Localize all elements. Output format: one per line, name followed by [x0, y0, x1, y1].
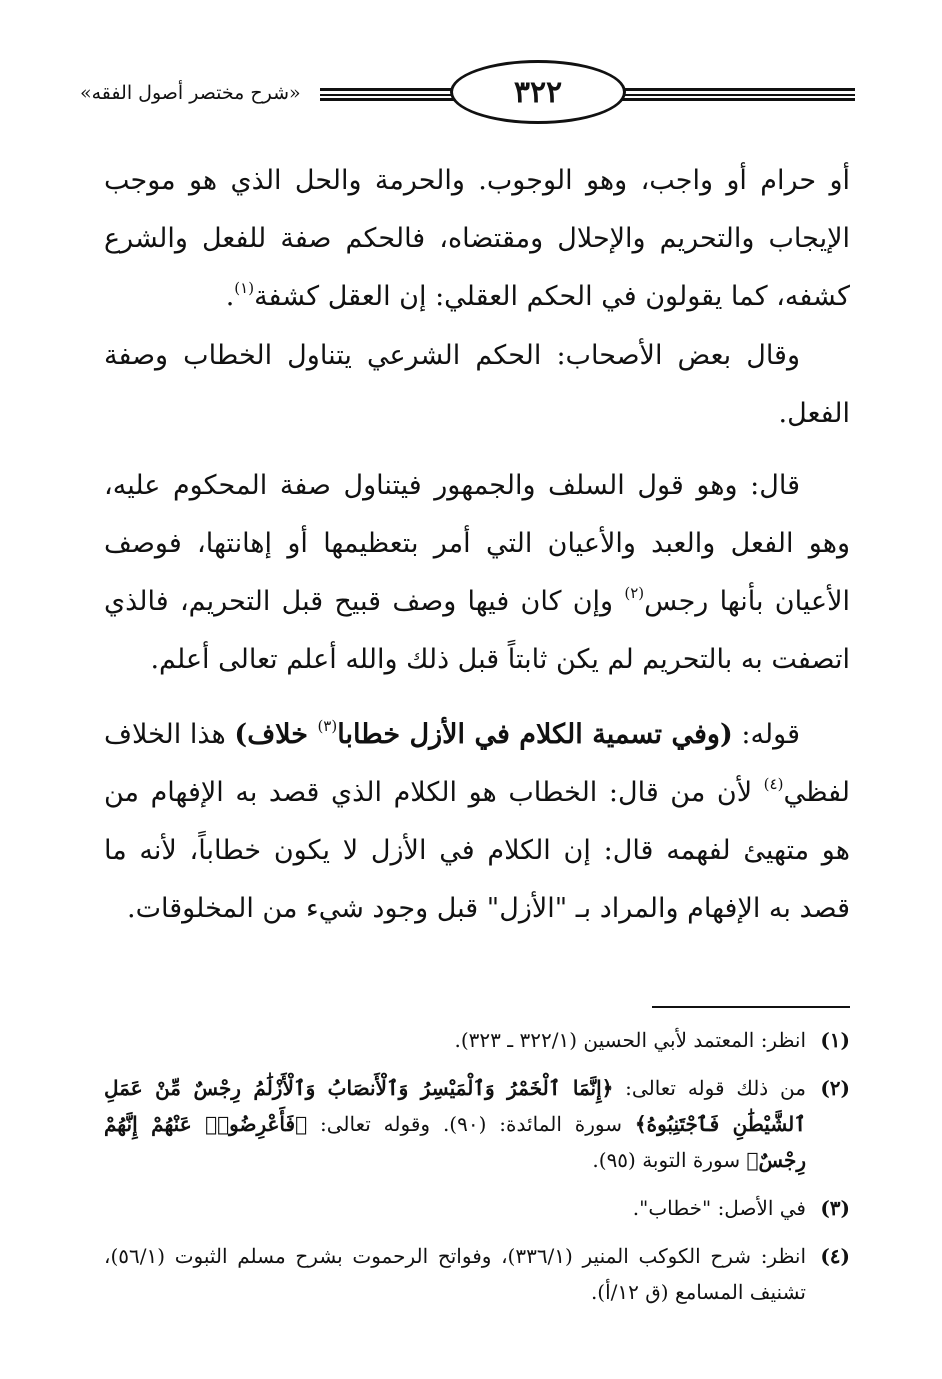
footnote-text: في الأصل: "خطاب". [632, 1196, 806, 1220]
footnote-text: سورة التوبة (٩٥). [592, 1148, 747, 1172]
paragraph-text: قال: وهو قول السلف والجمهور فيتناول صفة المحكوم عليه، وهو الفعل والعبد والأعيان التي أمر بتعظيمها أو إهانتها، فوصف الأعيان بأنها رجس [104, 470, 850, 617]
footnote-number: (٤) [820, 1244, 850, 1268]
paragraph-text: أو حرام أو واجب، وهو الوجوب. والحرمة والحل الذي هو موجب الإيجاب والتحريم والإحلال ومقتضاه، فالحكم صفة للفعل والشرع كشفه، كما يقولون في الحكم العقلي: إن العقل كشفة [104, 165, 850, 312]
footnote-text: انظر: المعتمد لأبي الحسين (٣٢٢/١ ـ ٣٢٣). [454, 1028, 806, 1052]
page-header [80, 60, 855, 130]
page-number: ٣٢٢ [450, 60, 626, 124]
paragraph-text: . [225, 281, 235, 312]
paragraph-text: وقال بعض الأصحاب: الحكم الشرعي يتناول الخطاب وصفة الفعل. [104, 340, 850, 429]
book-title: «شرح مختصر أصول الفقه» [80, 82, 301, 104]
footnotes [104, 1022, 850, 1322]
footnote-number: (٣) [820, 1196, 850, 1220]
paragraph-text: هذا الخلاف لفظي [104, 719, 850, 808]
footnote [104, 1190, 850, 1226]
matn-quote: خلاف) [234, 719, 318, 750]
paragraph-text: لأن من قال: الخطاب هو الكلام الذي قصد به الإفهام من هو متهيئ لفهمه قال: إن الكلام في الأزل لا يكون خطاباً، لأنه ما قصد به الإفهام والمراد بـ "الأزل" قبل وجود شيء من المخلوقات. [104, 777, 850, 924]
footnote-text: انظر: شرح الكوكب المنير (٣٣٦/١)، وفواتح الرحموت بشرح مسلم الثبوت (٥٦/١)، تشنيف المسامع (ق ١٢/أ). [104, 1244, 806, 1304]
footnote-separator [652, 1006, 850, 1008]
footnote-ref: (١) [234, 279, 255, 297]
footnote-number: (٢) [820, 1076, 850, 1100]
footnote-ref: (٣) [317, 717, 338, 735]
paragraph-3 [104, 457, 850, 689]
footnote-ref: (٤) [763, 775, 784, 793]
footnote [104, 1022, 850, 1058]
matn-quote: (وفي تسمية الكلام في الأزل خطابا [337, 719, 733, 750]
paragraph-text: وإن كان فيها وصف قبيح قبل التحريم، فالذي اتصفت به بالتحريم لم يكن ثابتاً قبل ذلك والله أعلم تعالى أعلم. [104, 586, 850, 675]
footnote [104, 1070, 850, 1178]
footnote [104, 1238, 850, 1310]
paragraph-2 [104, 327, 850, 443]
paragraph-4 [104, 706, 850, 938]
footnote-number: (١) [820, 1028, 850, 1052]
footnote-text: من ذلك قوله تعالى: [613, 1076, 806, 1100]
quran-verse: ﴿فَأَعْرِضُوا۟ عَنْهُمْ إِنَّهُمْ رِجْسٌ﴾ [104, 1112, 806, 1172]
footnote-text: سورة المائدة: (٩٠). وقوله تعالى: [307, 1112, 635, 1136]
paragraph-1 [104, 152, 850, 326]
paragraph-text: قوله: [732, 719, 800, 750]
quran-verse: ﴿إِنَّمَا ٱلْخَمْرُ وَٱلْمَيْسِرُ وَٱلْأَنصَابُ وَٱلْأَزْلَٰمُ رِجْسٌ مِّنْ عَمَلِ ٱلشَّيْطَٰنِ فَٱجْتَنِبُوهُ﴾ [104, 1076, 806, 1136]
footnote-ref: (٢) [624, 584, 645, 602]
